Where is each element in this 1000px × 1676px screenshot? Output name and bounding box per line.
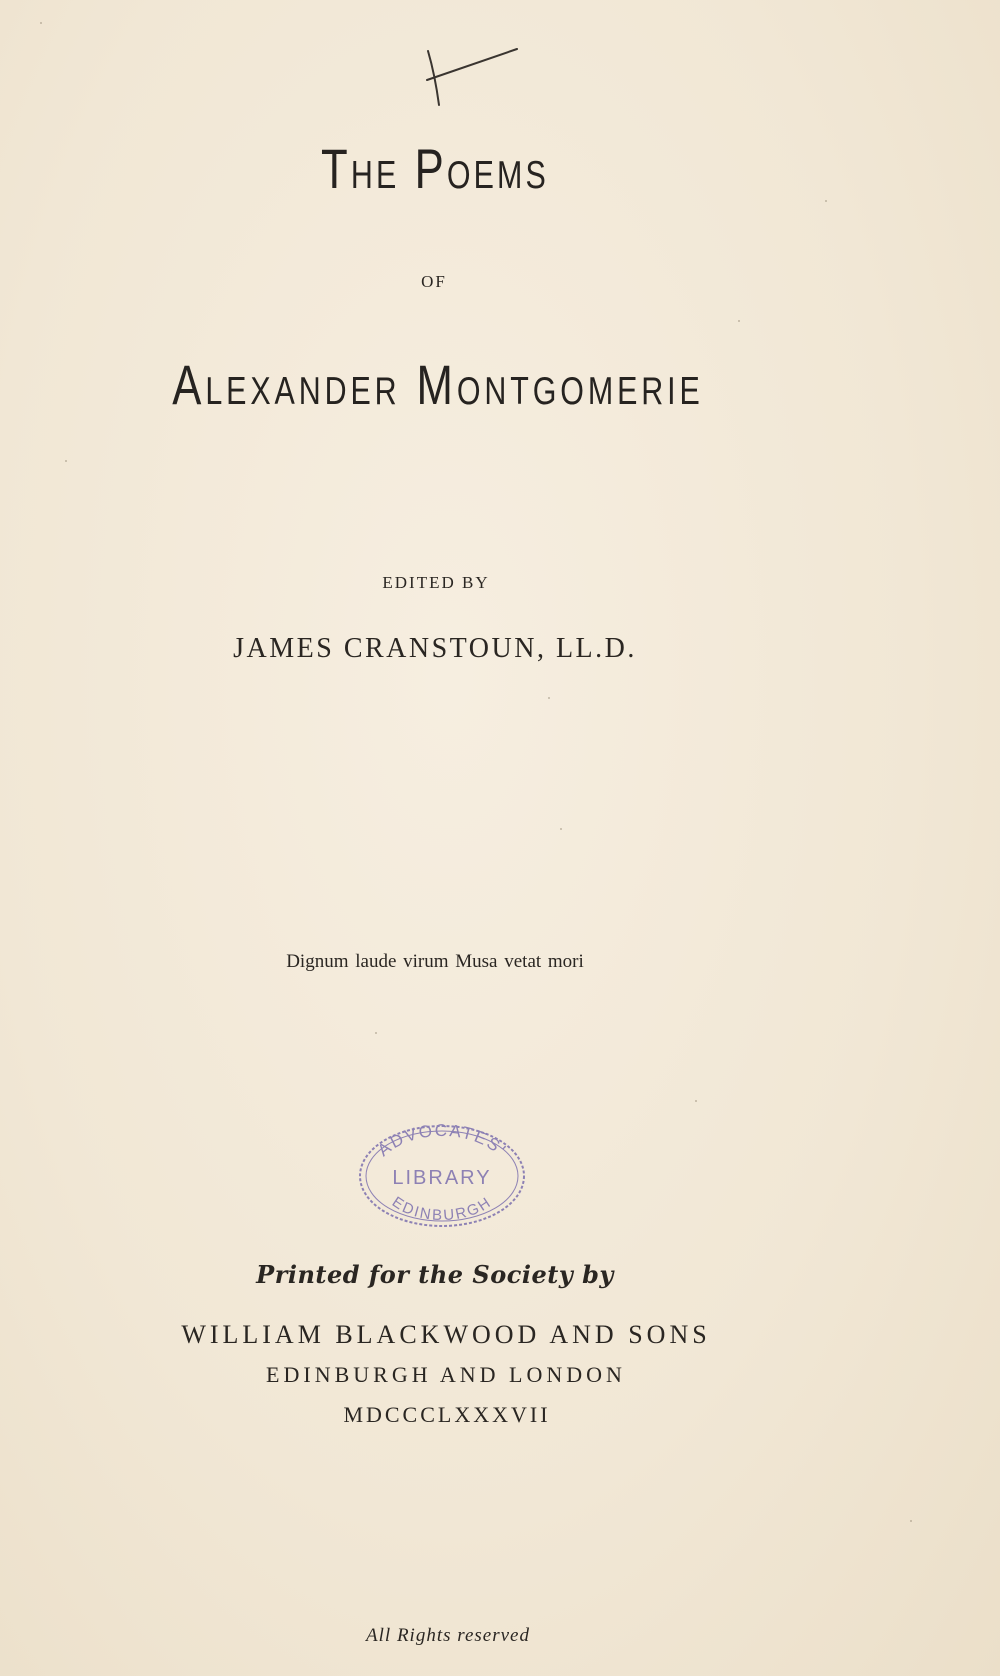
paper-speck [548,697,550,699]
library-stamp [352,1120,532,1230]
stamp-center-text: LIBRARY [392,1167,492,1189]
publication-year: MDCCCLXXXVII [343,1402,551,1427]
paper-speck [560,828,562,830]
paper-speck [825,200,827,202]
author-name: Alexander Montgomerie [172,353,704,416]
paper-speck [40,22,42,24]
editor-name: JAMES CRANSTOUN, LL.D. [233,633,637,664]
latin-motto: Dignum laude virum Musa vetat mori [286,951,584,972]
edited-by-label: EDITED BY [382,573,490,592]
rights-notice: All Rights reserved [366,1625,530,1646]
publisher-city: EDINBURGH AND LONDON [266,1362,626,1387]
paper-speck [65,460,67,462]
stamp-bottom-text: EDINBURGH [388,1193,496,1225]
pencil-cross-mark [425,45,520,115]
paper-speck [695,1100,697,1102]
stamp-top-text: ADVOCATES' [373,1120,511,1161]
title-connector: OF [421,272,447,291]
publisher-name: WILLIAM BLACKWOOD AND SONS [181,1320,711,1349]
paper-speck [910,1520,912,1522]
paper-speck [738,320,740,322]
printed-for-line: Printed for the Society by [256,1260,614,1289]
paper-speck [375,1032,377,1034]
book-title: The Poems [321,137,549,200]
